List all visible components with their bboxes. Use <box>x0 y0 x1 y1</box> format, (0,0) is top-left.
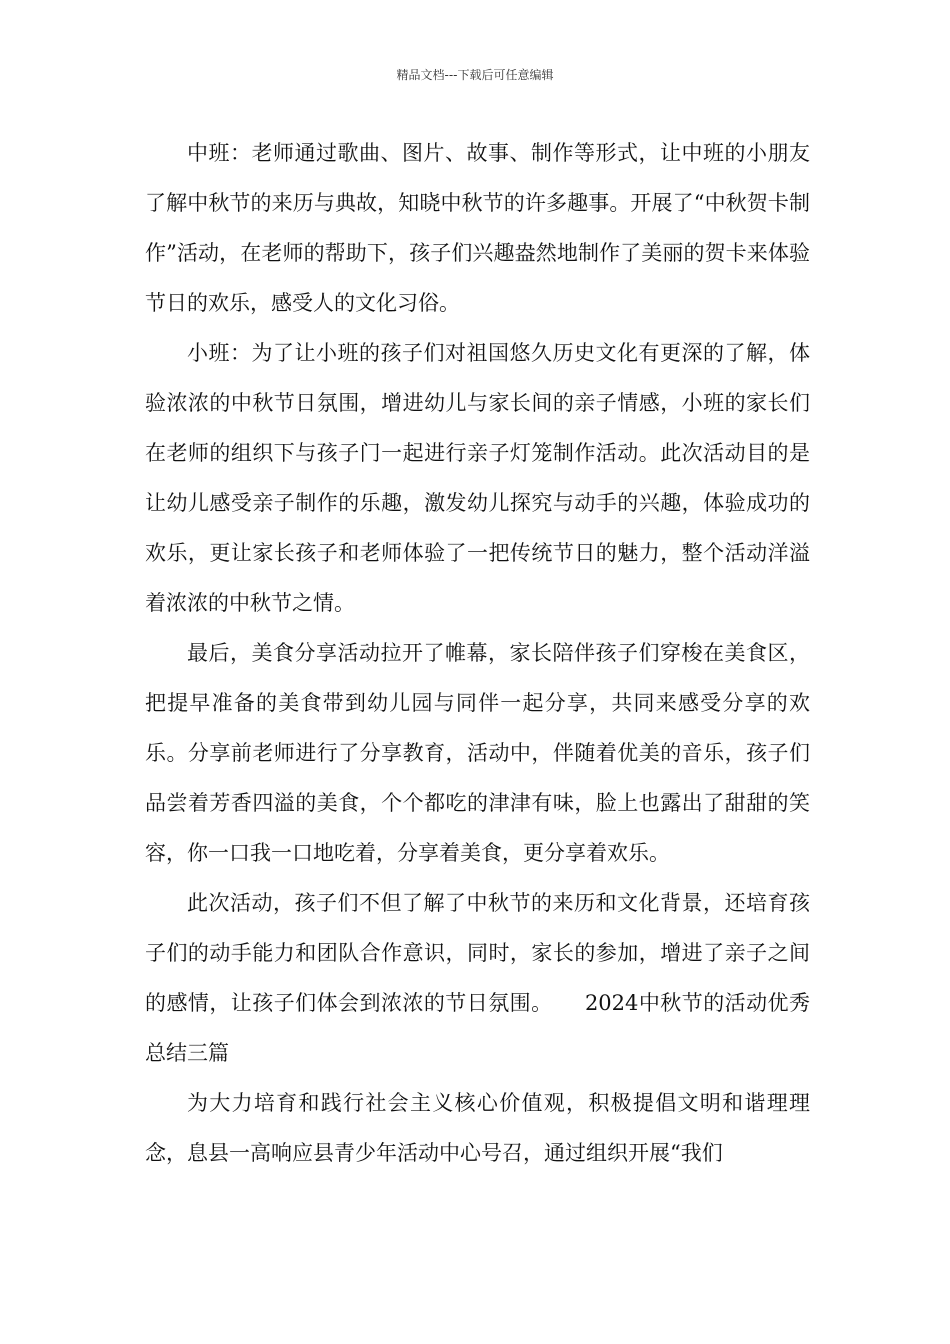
paragraph-summary: 此次活动，孩子们不但了解了中秋节的来历和文化背景，还培育孩子们的动手能力和团队合作意识，同时，家长的参加，增进了亲子之间的感情，让孩子们体会到浓浓的节日氛围。 2024中秋节的活动优秀总结三篇 <box>145 891 810 1065</box>
paragraph-food-sharing: 最后，美食分享活动拉开了帷幕，家长陪伴孩子们穿梭在美食区，把提早准备的美食带到幼儿园与同伴一起分享，共同来感受分享的欢乐。分享前老师进行了分享教育，活动中，伴随着优美的音乐，孩子们品尝着芳香四溢的美食，个个都吃的津津有味，脸上也露出了甜甜的笑容，你一口我一口地吃着，分享着美食，更分享着欢乐。 <box>145 641 810 865</box>
paragraph-small-class: 小班：为了让小班的孩子们对祖国悠久历史文化有更深的了解，体验浓浓的中秋节日氛围，增进幼儿与家长间的亲子情感，小班的家长们在老师的组织下与孩子门一起进行亲子灯笼制作活动。此次活动目的是让幼儿感受亲子制作的乐趣，激发幼儿探究与动手的兴趣，体验成功的欢乐，更让家长孩子和老师体验了一把传统节日的魅力，整个活动洋溢着浓浓的中秋节之情。 <box>145 341 810 615</box>
page-header: 精品文档---下载后可任意编辑 <box>396 68 554 82</box>
document-body <box>145 128 810 1178</box>
paragraph-middle-class: 中班：老师通过歌曲、图片、故事、制作等形式，让中班的小朋友了解中秋节的来历与典故，知晓中秋节的许多趣事。开展了“中秋贺卡制作”活动，在老师的帮助下，孩子们兴趣盎然地制作了美丽的贺卡来体验节日的欢乐，感受人的文化习俗。 <box>145 141 810 315</box>
paragraph-school-activity: 为大力培育和践行社会主义核心价值观，积极提倡文明和谐理理念，息县一高响应县青少年活动中心号召，通过组织开展“我们 <box>145 1091 810 1165</box>
